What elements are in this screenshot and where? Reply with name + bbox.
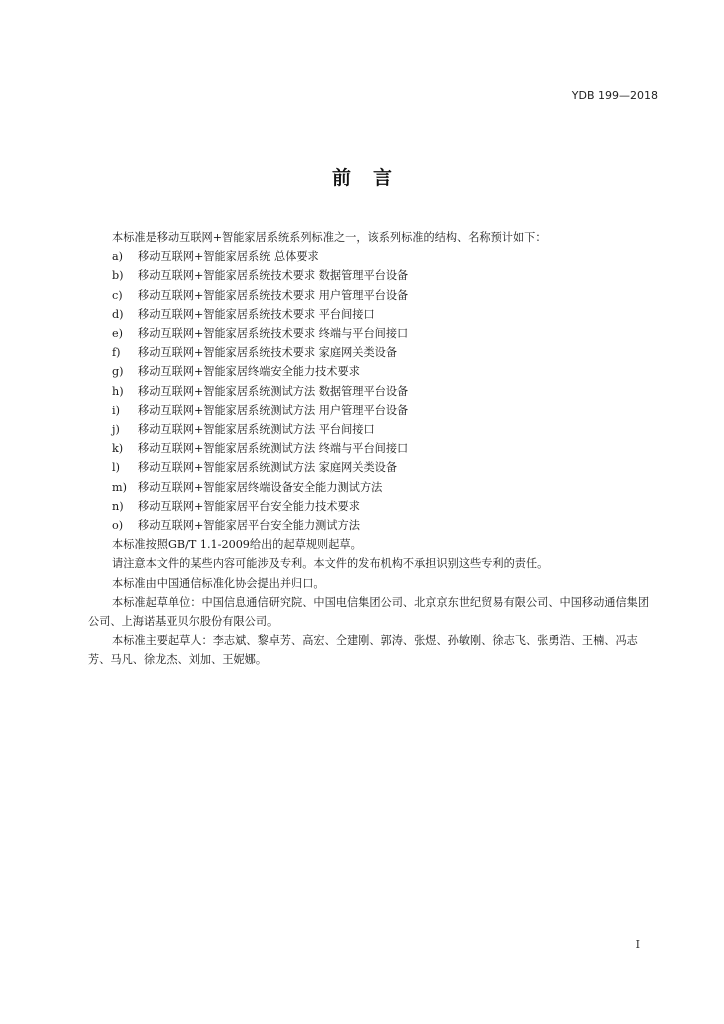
list-item <box>88 497 658 516</box>
list-item <box>88 362 658 381</box>
drafting-rule-paragraph: 本标准按照GB/T 1.1-2009给出的起草规则起草。 <box>112 538 362 552</box>
drafters-paragraph: 本标准主要起草人：李志斌、黎卓芳、高宏、仝建刚、郭涛、张煜、孙敏刚、徐志飞、张勇浩、王楠、冯志芳、马凡、徐龙杰、刘加、王妮娜。 <box>88 634 638 667</box>
list-item <box>88 401 658 420</box>
list-marker: k) <box>112 442 124 456</box>
list-item-text: 移动互联网+智能家居平台安全能力测试方法 <box>138 519 360 533</box>
list-marker: h) <box>112 384 124 398</box>
list-item-text: 移动互联网+智能家居系统测试方法 终端与平台间接口 <box>138 442 409 456</box>
list-marker: j) <box>112 423 120 437</box>
list-item <box>88 266 658 285</box>
list-item <box>88 478 658 497</box>
list-item-text: 移动互联网+智能家居系统技术要求 用户管理平台设备 <box>138 288 409 302</box>
list-marker: i) <box>112 403 120 417</box>
series-list <box>88 247 658 535</box>
list-item <box>88 439 658 458</box>
list-item-text: 移动互联网+智能家居系统技术要求 平台间接口 <box>138 307 375 321</box>
list-item-text: 移动互联网+智能家居系统测试方法 用户管理平台设备 <box>138 403 409 417</box>
list-item <box>88 324 658 343</box>
proposer-paragraph: 本标准由中国通信标准化协会提出并归口。 <box>112 576 325 590</box>
page-number: I <box>635 938 640 951</box>
intro-paragraph: 本标准是移动互联网+智能家居系统系列标准之一，该系列标准的结构、名称预计如下： <box>112 231 547 244</box>
list-item-text: 移动互联网+智能家居终端设备安全能力测试方法 <box>138 480 383 494</box>
list-item-text: 移动互联网+智能家居系统技术要求 数据管理平台设备 <box>138 269 409 283</box>
list-marker: e) <box>112 327 123 341</box>
list-marker: m) <box>112 480 127 494</box>
list-marker: g) <box>112 365 124 379</box>
list-marker: f) <box>112 346 121 360</box>
list-item <box>88 458 658 477</box>
list-marker: b) <box>112 269 124 283</box>
foreword-body <box>88 228 658 670</box>
list-item-text: 移动互联网+智能家居终端安全能力技术要求 <box>138 365 360 379</box>
list-item-text: 移动互联网+智能家居系统测试方法 家庭网关类设备 <box>138 461 398 475</box>
list-item <box>88 286 658 305</box>
list-item <box>88 382 658 401</box>
list-item-text: 移动互联网+智能家居系统技术要求 终端与平台间接口 <box>138 327 409 341</box>
list-item <box>88 247 658 266</box>
list-marker: n) <box>112 499 124 513</box>
standard-code: YDB 199—2018 <box>571 89 658 102</box>
list-item <box>88 516 658 535</box>
list-marker: o) <box>112 519 124 533</box>
list-marker: d) <box>112 307 124 321</box>
list-marker: a) <box>112 250 124 264</box>
page-title: 前言 <box>331 167 414 189</box>
list-marker: l) <box>112 461 120 475</box>
list-item-text: 移动互联网+智能家居系统 总体要求 <box>138 250 319 264</box>
list-item <box>88 343 658 362</box>
list-item <box>88 305 658 324</box>
list-item-text: 移动互联网+智能家居平台安全能力技术要求 <box>138 499 360 513</box>
list-item-text: 移动互联网+智能家居系统测试方法 数据管理平台设备 <box>138 384 409 398</box>
list-item-text: 移动互联网+智能家居系统技术要求 家庭网关类设备 <box>138 346 398 360</box>
list-item-text: 移动互联网+智能家居系统测试方法 平台间接口 <box>138 423 375 437</box>
patent-notice-paragraph: 请注意本文件的某些内容可能涉及专利。本文件的发布机构不承担识别这些专利的责任。 <box>112 557 549 571</box>
list-item <box>88 420 658 439</box>
list-marker: c) <box>112 288 123 302</box>
drafting-units-paragraph: 本标准起草单位：中国信息通信研究院、中国电信集团公司、北京京东世纪贸易有限公司、中国移动通信集团公司、上海诺基亚贝尔股份有限公司。 <box>88 595 650 629</box>
